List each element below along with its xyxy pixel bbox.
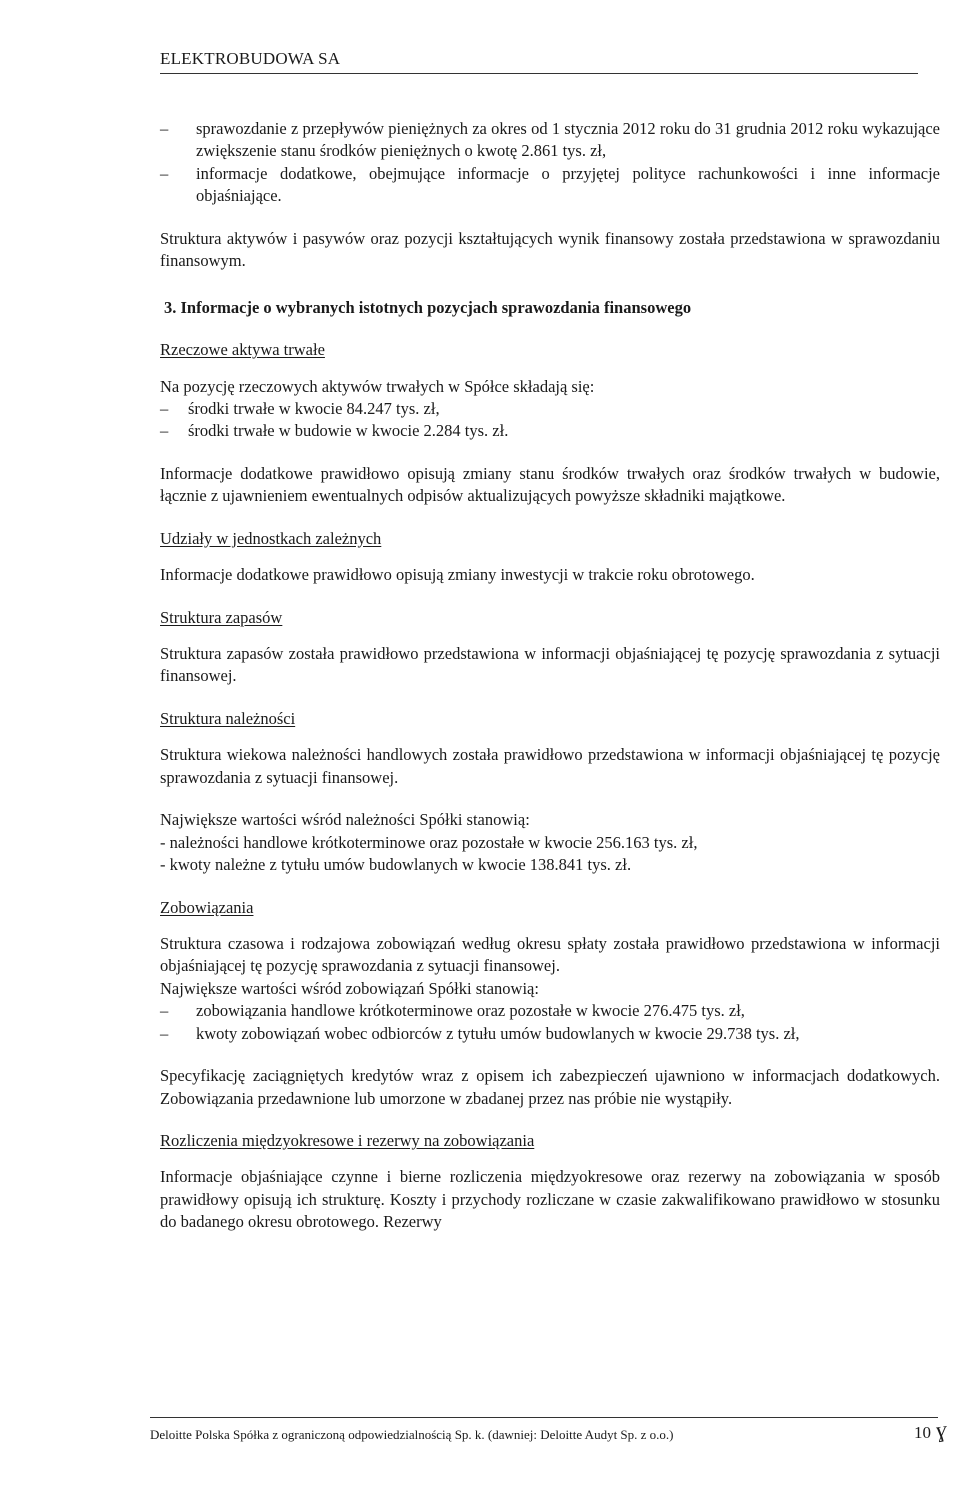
liabilities-list — [160, 1000, 940, 1045]
fixed-assets-lead: Na pozycję rzeczowych aktywów trwałych w Spółce składają się: — [160, 376, 595, 396]
company-header: ELEKTROBUDOWA SA — [160, 49, 341, 68]
list-item: - kwoty należne z tytułu umów budowlanych w kwocie 138.841 tys. zł. — [160, 855, 632, 875]
list-item: – sprawozdanie z przepływów pieniężnych za okres od 1 stycznia 2012 roku do 31 grudnia 2012 roku wykazujące zwiększenie stanu środków pieniężnych o kwotę 2.861 tys. zł, — [160, 118, 940, 163]
handwritten-initials: ɣ — [934, 1416, 949, 1443]
structure-note: Struktura aktywów i pasywów oraz pozycji kształtujących wynik finansowy została przedstawiona w sprawozdaniu finansowym. — [160, 228, 940, 271]
list-item: – informacje dodatkowe, obejmujące informacje o przyjętej polityce rachunkowości i inne informacje objaśniające. — [160, 163, 940, 208]
fixed-assets-title: Rzeczowe aktywa trwałe — [160, 340, 325, 360]
subsidiaries-text: Informacje dodatkowe prawidłowo opisują zmiany inwestycji w trakcie roku obrotowego. — [160, 565, 755, 585]
inventory-title: Struktura zapasów — [160, 607, 283, 627]
list-item: – środki trwałe w budowie w kwocie 2.284 tys. zł. — [160, 420, 940, 442]
header-divider — [160, 73, 918, 74]
liabilities-title: Zobowiązania — [160, 897, 254, 917]
subsidiaries-title: Udziały w jednostkach zależnych — [160, 528, 382, 548]
list-item: – zobowiązania handlowe krótkoterminowe oraz pozostałe w kwocie 276.475 tys. zł, — [160, 1000, 940, 1022]
receivables-text: Struktura wiekowa należności handlowych została prawidłowo przedstawiona w informacji objaśniającej tę pozycję sprawozdania z sytuacji finansowej. — [160, 745, 940, 787]
receivables-title: Struktura należności — [160, 708, 296, 728]
section-heading: 3. Informacje o wybranych istotnych pozycjach sprawozdania finansowego — [164, 297, 692, 317]
list-item: – środki trwałe w kwocie 84.247 tys. zł, — [160, 398, 940, 420]
list-item: - należności handlowe krótkoterminowe oraz pozostałe w kwocie 256.163 tys. zł, — [160, 832, 698, 852]
accruals-title: Rozliczenia międzyokresowe i rezerwy na zobowiązania — [160, 1131, 535, 1150]
receivables-lead: Największe wartości wśród należności Spółki stanowią: — [160, 810, 530, 830]
liabilities-note: Specyfikację zaciągniętych kredytów wraz z opisem ich zabezpieczeń ujawniono w informacjach dodatkowych. Zobowiązania przedawnione lub umorzone w zbadanej przez nas próbie nie wystąpiły. — [160, 1066, 940, 1108]
list-item: – kwoty zobowiązań wobec odbiorców z tytułu umów budowlanych w kwocie 29.738 tys. zł, — [160, 1023, 940, 1045]
inventory-text: Struktura zapasów została prawidłowo przedstawiona w informacji objaśniającej tę pozycję sprawozdania z sytuacji finansowej. — [160, 644, 940, 686]
fixed-assets-list — [160, 398, 940, 443]
fixed-assets-note: Informacje dodatkowe prawidłowo opisują zmiany stanu środków trwałych oraz środków trwałych w budowie, łącznie z ujawnieniem ewentualnych odpisów aktualizujących powyższe składniki majątkowe. — [160, 463, 940, 506]
liabilities-text: Struktura czasowa i rodzajowa zobowiązań według okresu spłaty została prawidłowo przedstawiona w informacji objaśniającej tę pozycję sprawozdania z sytuacji finansowej. — [160, 933, 940, 976]
intro-list — [160, 118, 940, 208]
page-number: 10 — [914, 1423, 931, 1442]
liabilities-lead: Największe wartości wśród zobowiązań Spółki stanowią: — [160, 978, 539, 998]
receivables-list — [160, 832, 940, 877]
footer-firm: Deloitte Polska Spółka z ograniczoną odpowiedzialnością Sp. k. (dawniej: Deloitte Audyt Sp. z o.o.) — [150, 1427, 674, 1442]
accruals-text: Informacje objaśniające czynne i bierne rozliczenia międzyokresowe oraz rezerwy na zobowiązania w sposób prawidłowy opisują ich strukturę. Koszty i przychody rozliczane w czasie zakwalifikowano prawidłowo w stosunku do badanego okresu obrotowego. Rezerwy — [160, 1167, 940, 1232]
document-body — [160, 118, 940, 1234]
footer-divider — [150, 1417, 938, 1418]
